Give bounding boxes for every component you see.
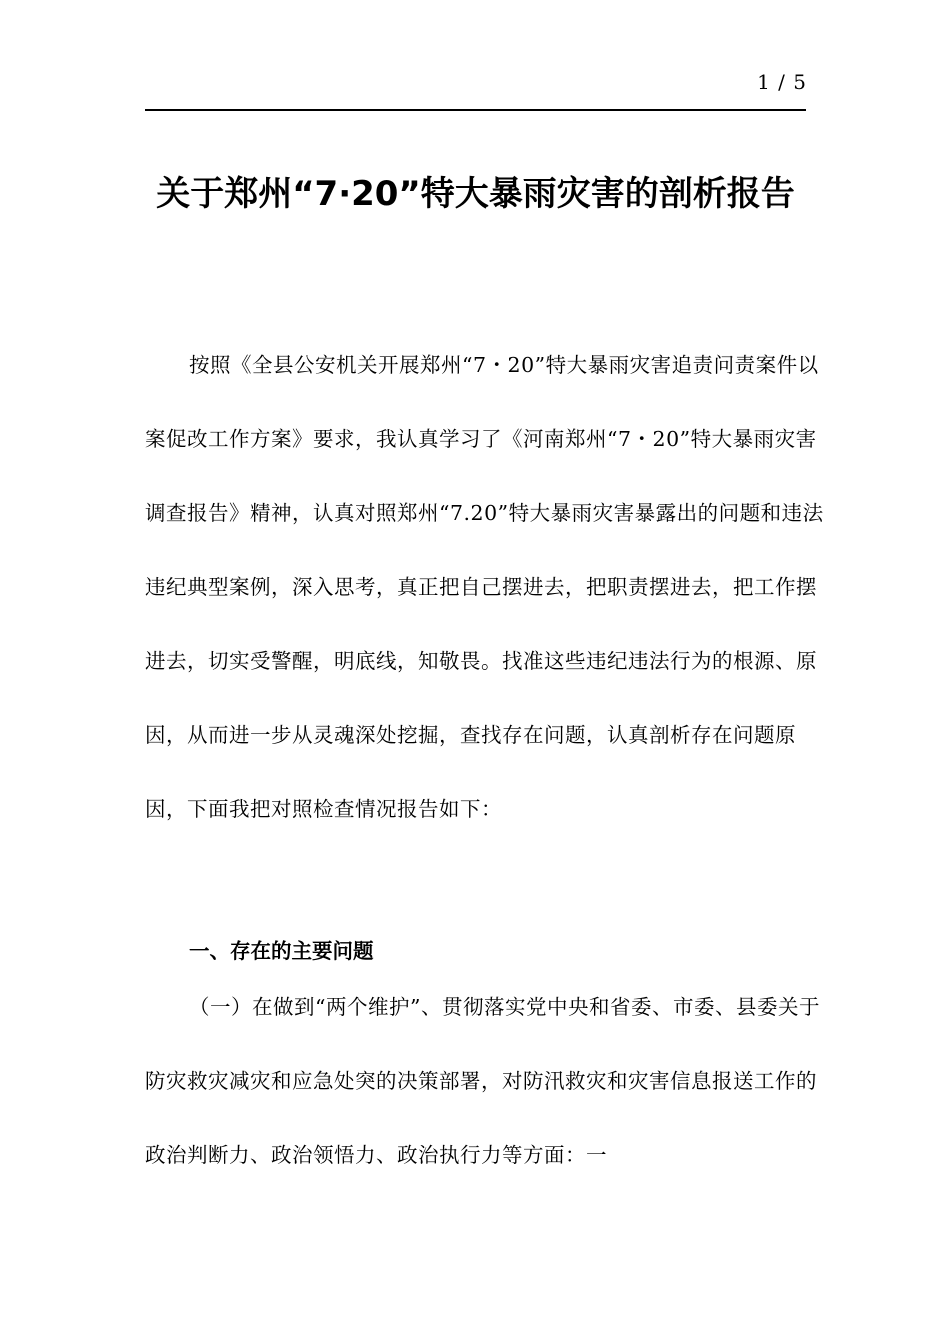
paragraph-intro: 按照《全县公安机关开展郑州“7・20”特大暴雨灾害追责问责案件以案促改工作方案》要求，我认真学习了《河南郑州“7・20”特大暴雨灾害调查报告》精神，认真对照郑州“7.20”特大暴雨灾害暴露出的问题和违法违纪典型案例，深入思考，真正把自己摆进去，把职责摆进去，把工作摆进去，切实受警醒，明底线，知敬畏。找准这些违纪违法行为的根源、原因，从而进一步从灵魂深处挖掘，查找存在问题，认真剖析存在问题原因，下面我把对照检查情况报告如下： (145, 353, 824, 821)
header-divider (145, 109, 806, 111)
paragraph-problem-1: （一）在做到“两个维护”、贯彻落实党中央和省委、市委、县委关于防灾救灾减灾和应急处突的决策部署，对防汛救灾和灾害信息报送工作的政治判断力、政治领悟力、政治执行力等方面：一 (145, 995, 820, 1167)
document-title: 关于郑州“7·20”特大暴雨灾害的剖析报告 (156, 174, 795, 214)
page-number: 1 / 5 (757, 70, 807, 94)
section-heading-main-problems: 一、存在的主要问题 (189, 939, 374, 963)
